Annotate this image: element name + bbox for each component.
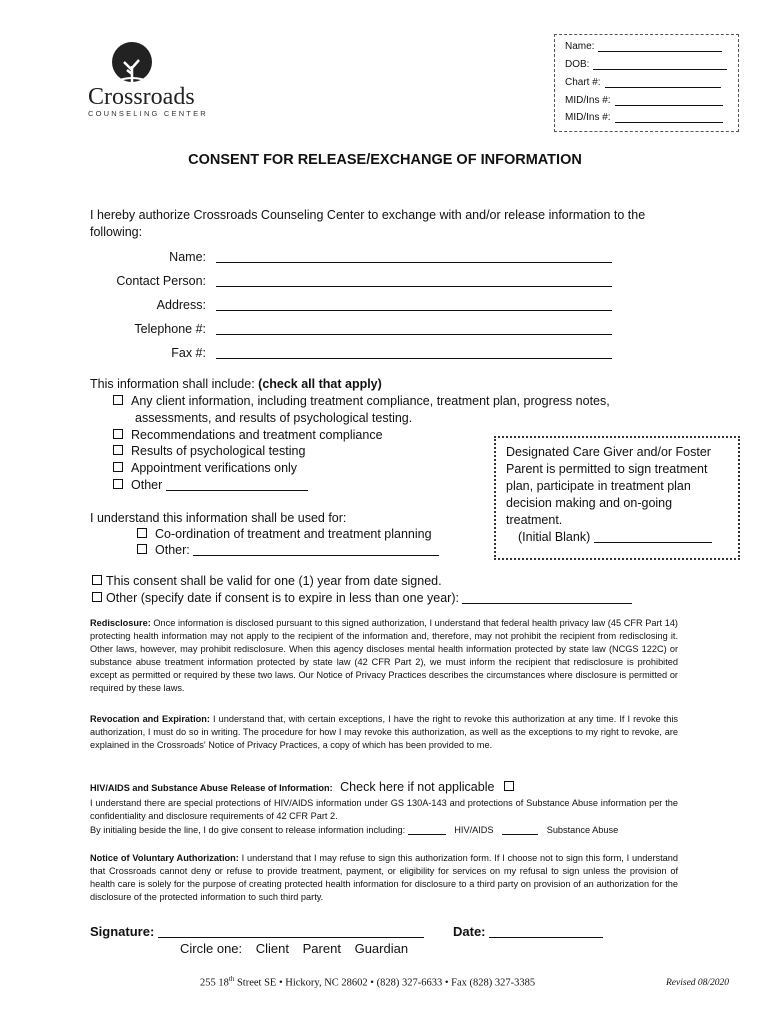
field-address-line[interactable] [216,310,612,311]
initial-label: (Initial Blank) [518,530,591,544]
id-chart-label: Chart #: [565,77,601,88]
hiv-checkbox[interactable] [504,781,514,791]
form-title: CONSENT FOR RELEASE/EXCHANGE OF INFORMATION [188,152,582,168]
id-mid1-label: MID/Ins #: [565,95,611,106]
include-item-label: Results of psychological testing [131,444,306,458]
include-item-any-cont: assessments, and results of psychological testing. [135,411,413,425]
use-item-other[interactable] [137,543,439,557]
field-telephone-line[interactable] [216,334,612,335]
id-dob-field[interactable] [593,59,727,70]
include-item-label: Recommendations and treatment compliance [131,428,383,442]
revised-date: Revised 08/2020 [666,978,730,988]
caregiver-box [494,436,740,560]
checkbox[interactable] [137,528,147,538]
include-lead: This information shall include: [90,377,255,391]
other-line[interactable] [166,478,308,491]
checkbox[interactable] [113,479,123,489]
valid-other-line[interactable] [462,591,632,604]
patient-id-box [554,34,739,132]
circle-option-guardian[interactable]: Guardian [354,941,409,956]
field-name-label: Name: [169,250,206,264]
use-item-label: Co-ordination of treatment and treatment planning [155,527,432,541]
signature-line[interactable] [158,924,424,938]
valid-other-label: Other (specify date if consent is to expire in less than one year): [106,591,459,605]
redisclosure-paragraph [90,617,678,695]
signature-row [90,924,424,939]
voluntary-title: Notice of Voluntary Authorization: [90,853,239,863]
caregiver-text: Designated Care Giver and/or Foster Parent is permitted to sign treatment plan, participate in treatment plan decision making and on-going treatment. [506,445,711,527]
footer-address-sup: th [228,975,235,983]
initial-blank [518,530,712,544]
id-dob-label: DOB: [565,59,590,70]
include-item-label: Any client information, including treatment compliance, treatment plan, progress notes, [131,394,610,408]
include-bold: (check all that apply) [258,377,382,391]
redisclosure-title: Redisclosure: [90,618,151,628]
voluntary-paragraph [90,852,678,904]
use-item-coordination[interactable] [137,527,432,541]
include-item-results[interactable] [113,444,305,458]
checkbox[interactable] [92,592,102,602]
tree-logo-icon [108,40,156,88]
hiv-initial-row [90,824,690,837]
circle-option-client[interactable]: Client [255,941,290,956]
circle-one-label: Circle one: [180,941,243,956]
valid-one-year[interactable] [92,574,442,588]
revocation-text: I understand that, with certain exceptions, I have the right to revoke this authorization at any time. If I revoke this authorization, I must do so in writing. The procedure for how I may revoke this authorization, as well as the exceptions to my right to revoke, are explained in the Crossroads' Notice of Privacy Practices, a copy of which has been provided to me. [90,714,678,750]
id-mid2-label: MID/Ins #: [565,112,611,123]
field-address-label: Address: [156,298,206,312]
field-name-line[interactable] [216,262,612,263]
checkbox[interactable] [92,575,102,585]
include-heading [90,377,382,391]
date-line[interactable] [489,924,603,938]
field-telephone-label: Telephone #: [134,322,206,336]
include-item-label: Appointment verifications only [131,461,298,475]
date-label: Date: [453,924,486,939]
field-fax-line[interactable] [216,358,612,359]
hiv-heading [90,780,522,794]
date-row [453,924,603,939]
initial-line[interactable] [594,530,712,543]
voluntary-text: I understand that I may refuse to sign this authorization form. If I choose not to sign this form, I understand that Crossroads cannot deny or refuse to provide treatment, payment, or eligibility for services on my refusal to sign unless the provision of health care is solely for the purpose of creating protected health information for disclosure to a third party on provision of an authorization for the disclosure of the protected information to such third party. [90,853,678,902]
footer-address [200,975,535,989]
hiv-option-substance: Substance Abuse [546,825,619,835]
circle-one-row [180,941,408,956]
footer-address-pre: 255 18 [200,977,229,989]
valid-one-year-label: This consent shall be valid for one (1) year from date signed. [106,574,442,588]
field-contact-label: Contact Person: [116,274,206,288]
circle-option-parent[interactable]: Parent [302,941,341,956]
id-name-label: Name: [565,41,595,52]
hiv-initial-lead: By initialing beside the line, I do give consent to release information including: [90,825,406,835]
checkbox[interactable] [137,544,147,554]
hiv-initial-line[interactable] [408,825,446,835]
substance-initial-line[interactable] [502,825,538,835]
use-heading: I understand this information shall be used for: [90,511,347,525]
hiv-title: HIV/AIDS and Substance Abuse Release of Information: [90,783,333,793]
redisclosure-text: Once information is disclosed pursuant to this signed authorization, I understand that federal health privacy law (45 CFR Part 14) protecting health information may not apply to the recipient of the information and, therefore, may not prohibit the recipient from redisclosing it. Other laws, however, may prohibit redisclosure. When this agency discloses mental health information protected by state law (NCGS 122C) or substance abuse treatment information protected by state law (42 CFR Part 2), we must inform the recipient that redisclosure is prohibited except as permitted or required by these two laws. Our Notice of Privacy Practices describes the circumstances where disclosure is permitted or required by these laws. [90,618,678,693]
field-contact-line[interactable] [216,286,612,287]
footer-address-post: Street SE • Hickory, NC 28602 • (828) 327-6633 • Fax (828) 327-3385 [234,977,536,989]
id-mid1-field[interactable] [615,95,723,106]
hiv-text: I understand there are special protections of HIV/AIDS information under GS 130A-143 and protections of Substance Abuse information per the confidentiality and disclosure requirements of 42 CFR Part 2. [90,798,678,821]
logo-name: Crossroads [88,84,195,110]
revocation-title: Revocation and Expiration: [90,714,210,724]
checkbox[interactable] [113,462,123,472]
id-name-field[interactable] [598,41,722,52]
field-fax-label: Fax #: [171,346,206,360]
include-item-recommendations[interactable] [113,428,383,442]
use-other-line[interactable] [193,543,439,556]
checkbox[interactable] [113,429,123,439]
valid-other[interactable] [92,591,632,605]
include-item-label: Other [131,478,163,492]
use-item-label: Other: [155,543,190,557]
signature-label: Signature: [90,924,155,939]
checkbox[interactable] [113,445,123,455]
intro-text: I hereby authorize Crossroads Counseling Center to exchange with and/or release information to the following: [90,208,646,239]
hiv-check-label: Check here if not applicable [340,780,495,794]
include-item-appointments[interactable] [113,461,297,475]
checkbox[interactable] [113,395,123,405]
hiv-option-hiv: HIV/AIDS [454,825,494,835]
include-item-any[interactable] [113,394,610,408]
id-chart-field[interactable] [605,77,721,88]
id-mid2-field[interactable] [615,112,723,123]
include-item-other[interactable] [113,478,308,492]
revocation-paragraph [90,713,678,752]
logo-subtitle: COUNSELING CENTER [88,109,208,118]
